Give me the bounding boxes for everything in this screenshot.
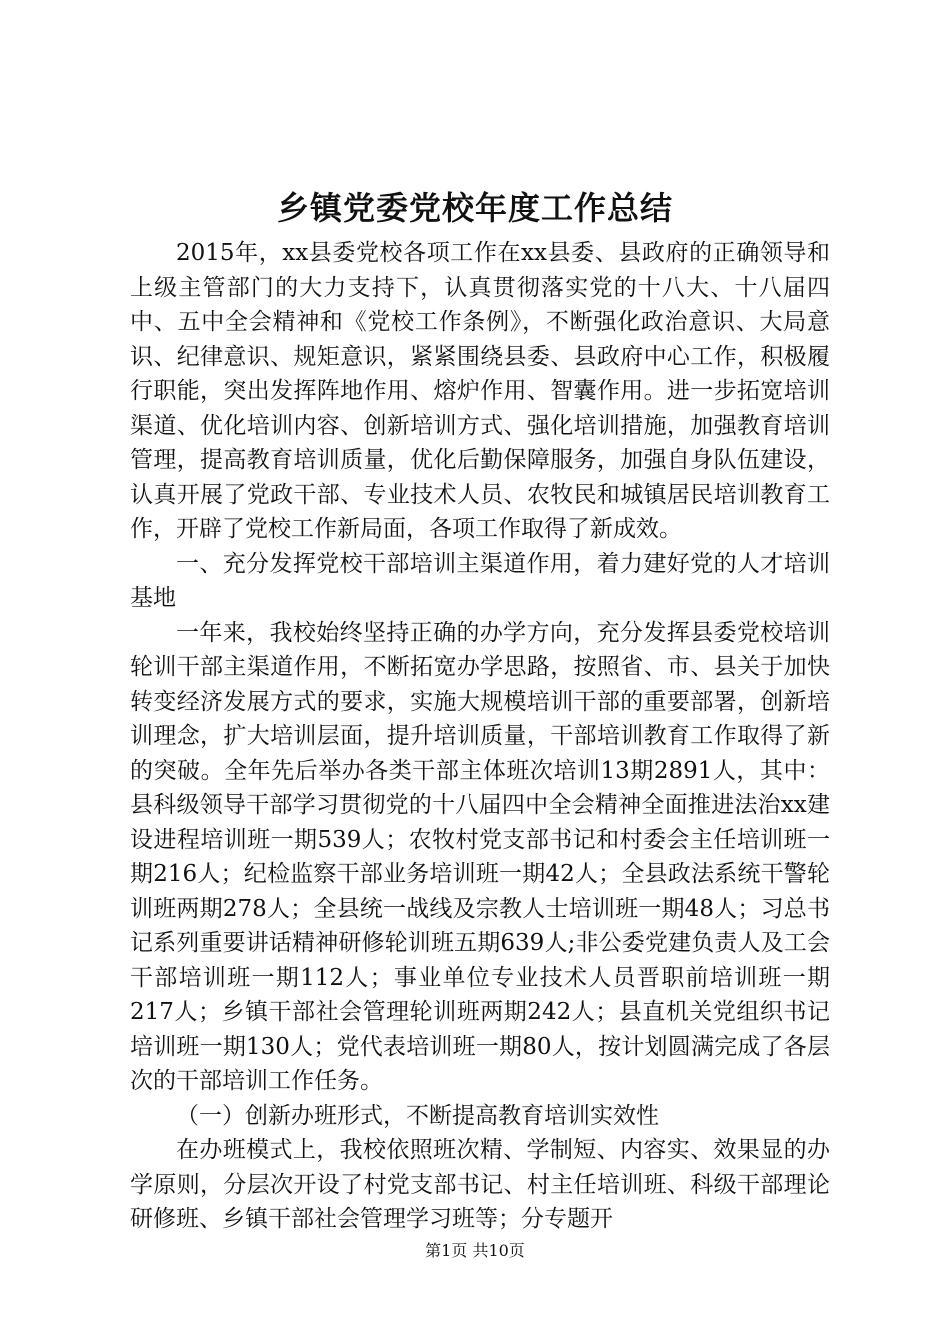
- intro-paragraph: 2015年，xx县委党校各项工作在xx县委、县政府的正确领导和上级主管部门的大力支持下，认真贯彻落实党的十八大、十八届四中、五中全会精神和《党校工作条例》，不断强化政治意识、大局意识、纪律意识、规矩意识，紧紧围绕县委、县政府中心工作，积极履行职能，突出发挥阵地作用、熔炉作用、智囊作用。进一步拓宽培训渠道、优化培训内容、创新培训方式、强化培训措施，加强教育培训管理，提高教育培训质量，优化后勤保障服务，加强自身队伍建设，认真开展了党政干部、专业技术人员、农牧民和城镇居民培训教育工作，开辟了党校工作新局面，各项工作取得了新成效。: [130, 240, 830, 542]
- document-title: 乡镇党委党校年度工作总结: [276, 189, 673, 227]
- subsection-1-paragraph: 在办班模式上，我校依照班次精、学制短、内容实、效果显的办学原则，分层次开设了村党支部书记、村主任培训班、科级干部理论研修班、乡镇干部社会管理学习班等；分专题开: [130, 1137, 830, 1232]
- page-number-footer: 第1页 共10页: [425, 1241, 525, 1260]
- subsection-heading-1: （一）创新办班形式，不断提高教育培训实效性: [176, 1102, 659, 1129]
- section-heading-1: 一、充分发挥党校干部培训主渠道作用，着力建好党的人才培训基地: [130, 550, 830, 611]
- section-1-paragraph: 一年来，我校始终坚持正确的办学方向，充分发挥县委党校培训轮训干部主渠道作用，不断拓宽办学思路，按照省、市、县关于加快转变经济发展方式的要求，实施大规模培训干部的重要部署，创新培训理念，扩大培训层面，提升培训质量，干部培训教育工作取得了新的突破。全年先后举办各类干部主体班次培训13期2891人，其中：县科级领导干部学习贯彻党的十八届四中全会精神全面推进法治xx建设进程培训班一期539人；农牧村党支部书记和村委会主任培训班一期216人；纪检监察干部业务培训班一期42人；全县政法系统干警轮训班两期278人；全县统一战线及宗教人士培训班一期48人；习总书记系列重要讲话精神研修轮训班五期639人;非公委党建负责人及工会干部培训班一期112人；事业单位专业技术人员晋职前培训班一期217人；乡镇干部社会管理轮训班两期242人；县直机关党组织书记培训班一期130人；党代表培训班一期80人，按计划圆满完成了各层次的干部培训工作任务。: [130, 619, 830, 1094]
- document-body: [130, 236, 830, 1237]
